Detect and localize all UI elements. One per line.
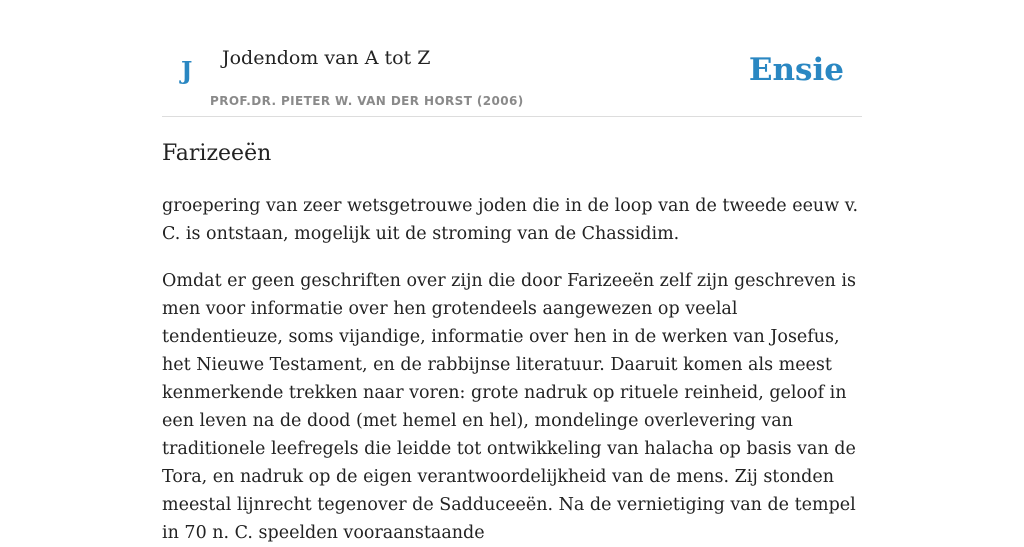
entry-paragraph-1: groepering van zeer wetsgetrouwe joden die in de loop van de tweede eeuw v. C. is ontstaan, mogelijk uit de stroming van de Chassidim. xyxy=(162,196,859,244)
entry-title: Farizeeën xyxy=(162,141,272,166)
entry-content xyxy=(162,136,862,547)
book-initial-link[interactable]: J xyxy=(181,56,193,85)
header xyxy=(162,0,862,117)
entry-paragraph-2: Omdat er geen geschriften over zijn die door Farizeeën zelf zijn geschreven is men voor informatie over hen grotendeels aangewezen op veelal tendentieuze, soms vijandige, informatie over hen in de werken van Josefus, het Nieuwe Testament, en de rabbijnse literatuur. Daaruit komen als meest kenmerkende trekken naar voren: grote nadruk op rituele reinheid, geloof in een leven na de dood (met hemel en hel), mondelinge overlevering van traditionele leefregels die leidde tot ontwikkeling van halacha op basis van de Tora, en nadruk op de eigen verantwoordelijkheid van de mens. Zij stonden meestal lijnrecht tegenover de Sadduceeën. Na de vernietiging van de tempel in 70 n. C. speelden vooraanstaande xyxy=(162,271,856,543)
ensie-logo[interactable]: Ensie xyxy=(748,52,844,88)
author-line: PROF.DR. PIETER W. VAN DER HORST (2006) xyxy=(210,94,524,108)
book-title[interactable]: Jodendom van A tot Z xyxy=(222,47,431,69)
